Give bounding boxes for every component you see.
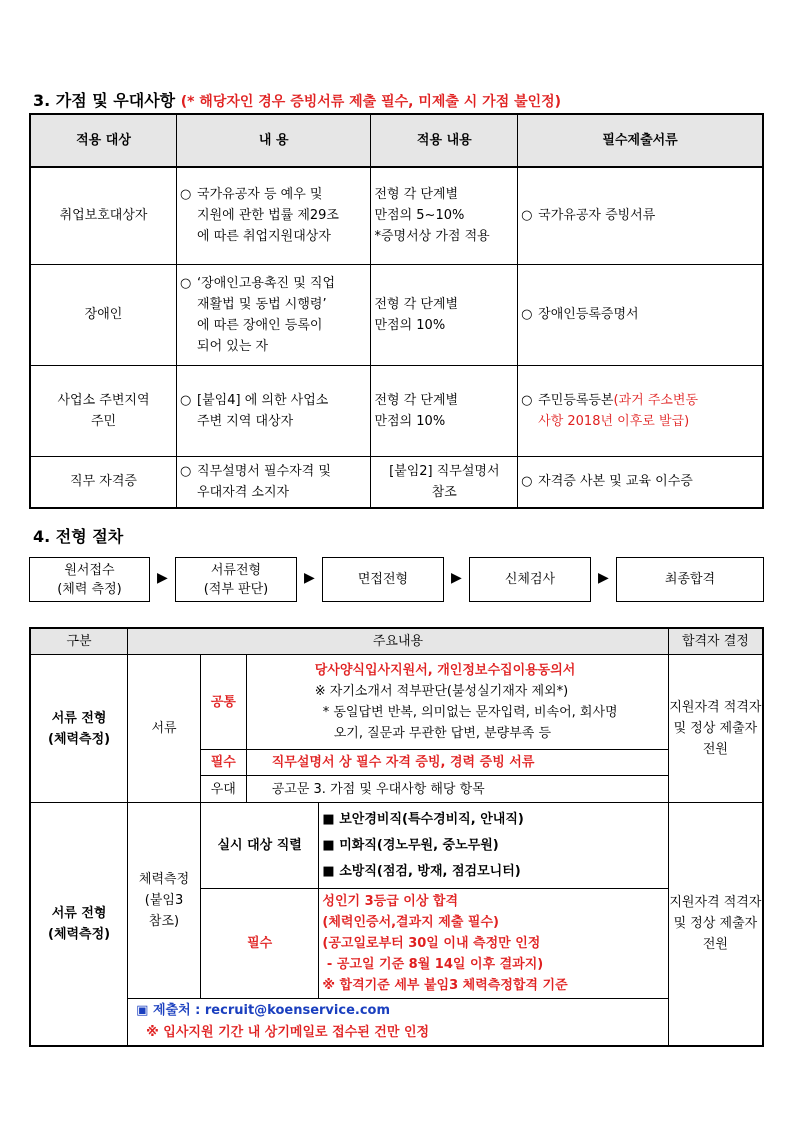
step-interview: 면접전형 [322,557,444,602]
section3-heading [33,88,561,111]
arrow-icon: ▶ [598,570,609,586]
header-category: 구분 [30,628,128,655]
screening-table [29,627,764,1047]
row-apply: 전형 각 단계별 만점의 10% [371,365,518,456]
row-content: ○ [붙임4] 에 의한 사업소 주변 지역 대상자 [177,365,371,456]
square-icon: ■ [322,811,335,827]
row-apply: 전형 각 단계별 만점의 10% [371,264,518,365]
header-decision: 합격자 결정 [668,628,763,655]
header-apply: 적용 내용 [371,114,518,167]
row-content: ○ 직무설명서 필수자격 및 우대자격 소지자 [177,456,371,508]
pref-label: 우대 [200,776,246,803]
section3-note: (* 해당자인 경우 증빙서류 제출 필수, 미제출 시 가점 불인정) [180,94,562,110]
section3-title: 3. 가점 및 우대사항 [33,91,176,110]
row-content: ○ 국가유공자 등 예우 및 지원에 관한 법률 제29조 에 따른 취업지원대상자 [177,167,371,264]
bonus-table-header [30,114,763,167]
target-list: ■ 보안경비직(특수경비직, 안내직) ■ 미화직(경노무원, 중노무원) ■ 소방직(점검, 방재, 점검모니터) [319,803,668,889]
step-final: 최종합격 [616,557,764,602]
required-label: 필수 [200,750,246,776]
arrow-icon: ▶ [304,570,315,586]
bonus-table [29,113,764,509]
table-row [30,655,763,750]
table-row [30,365,763,456]
type-label: 서류 [128,655,201,803]
arrow-icon: ▶ [451,570,462,586]
row-apply: 전형 각 단계별 만점의 5~10% *증명서상 가점 적용 [371,167,518,264]
row-apply: [붙임2] 직무설명서 참조 [371,456,518,508]
step-application: 원서접수 (체력 측정) [29,557,150,602]
row-docs: ○ 국가유공자 증빙서류 [518,167,763,264]
table-row [30,167,763,264]
header-content: 내 용 [177,114,371,167]
table-row [30,803,763,889]
row-docs: ○ 주민등록등본(과거 주소변동 사항 2018년 이후로 발급) [518,365,763,456]
table-row [30,456,763,508]
arrow-icon: ▶ [157,570,168,586]
stage-label: 서류 전형 (체력측정) [30,655,128,803]
required-label: 필수 [200,889,319,999]
row-docs: ○ 장애인등록증명서 [518,264,763,365]
square-icon: ■ [322,837,335,853]
decision: 지원자격 적격자 및 정상 제출자 전원 [668,803,763,1046]
required-content: 성인기 3등급 이상 합격 (체력인증서,결과지 제출 필수) (공고일로부터 30일 이내 측정만 인정 - 공고일 기준 8월 14일 이후 결과지) ※ 합격기준 세부 붙임3 체력측정합격 기준 [319,889,668,999]
screening-header [30,628,763,655]
row-target: 사업소 주변지역 주민 [30,365,177,456]
row-target: 직무 자격증 [30,456,177,508]
row-content: ○ ‘장애인고용촉진 및 직업 재활법 및 동법 시행령’ 에 따른 장애인 등록이 되어 있는 자 [177,264,371,365]
row-docs: ○ 자격증 사본 및 교육 이수증 [518,456,763,508]
common-content: 당사양식입사지원서, 개인정보수집이용동의서 ※ 자기소개서 적부판단(불성실기재자 제외*) * 동일답변 반복, 의미없는 문자입력, 비속어, 회사명 오기, 질문과 무관한 답변, 분량부족 등 [246,655,668,750]
pref-content: 공고문 3. 가점 및 우대사항 해당 항목 [246,776,668,803]
decision: 지원자격 적격자 및 정상 제출자 전원 [668,655,763,803]
target-label: 실시 대상 직렬 [200,803,319,889]
square-icon: ■ [322,863,335,879]
stage-label: 서류 전형 (체력측정) [30,803,128,1046]
type-label: 체력측정 (붙임3 참조) [128,803,201,999]
table-row [30,264,763,365]
common-label: 공통 [200,655,246,750]
row-target: 취업보호대상자 [30,167,177,264]
header-main: 주요내용 [128,628,669,655]
table-row [30,999,763,1046]
step-medical: 신체검사 [469,557,591,602]
submit-info: ▣ 제출처 : recruit@koenservice.com ※ 입사지원 기간 내 상기메일로 접수된 건만 인정 [128,999,669,1046]
row-target: 장애인 [30,264,177,365]
required-content: 직무설명서 상 필수 자격 증빙, 경력 증빙 서류 [246,750,668,776]
step-document: 서류전형 (적부 판단) [175,557,297,602]
section4-title: 4. 전형 절차 [33,527,124,546]
header-target: 적용 대상 [30,114,177,167]
header-docs: 필수제출서류 [518,114,763,167]
submit-icon: ▣ [136,1002,149,1018]
